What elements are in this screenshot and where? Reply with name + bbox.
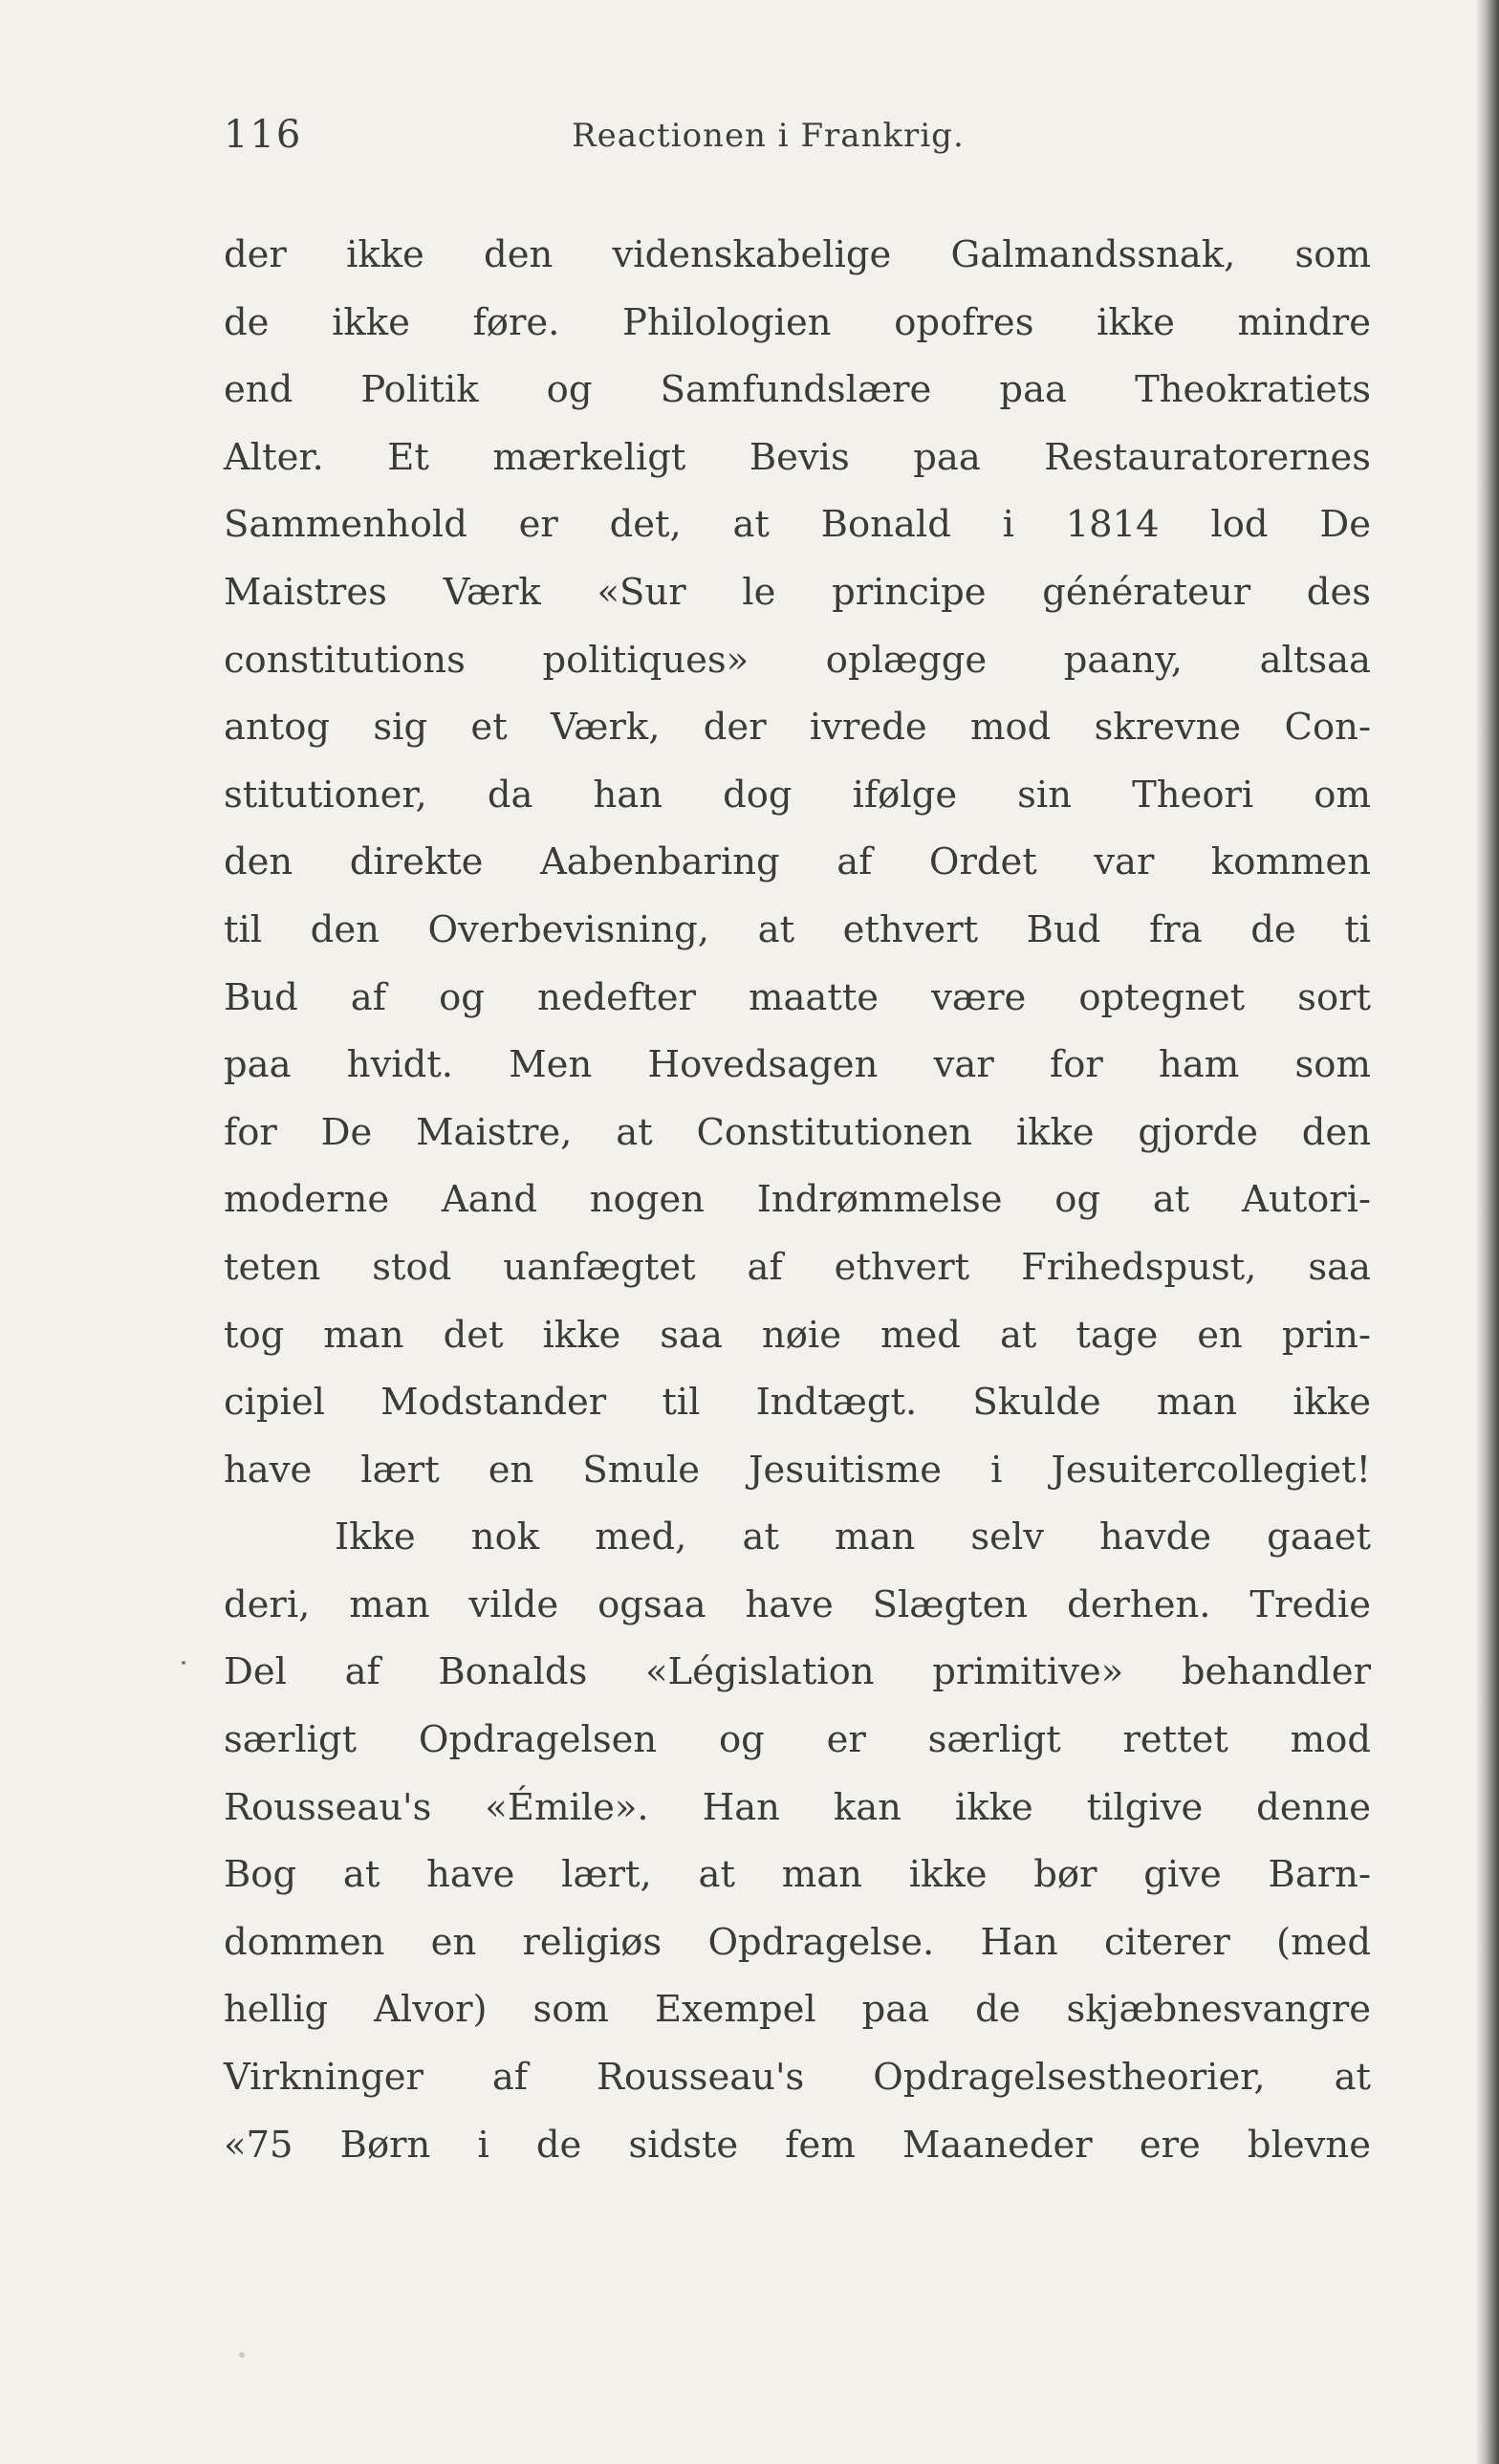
text-line: stitutioner, da han dog ifølge sin Theori om bbox=[224, 773, 1371, 817]
text-line: Alter. Et mærkeligt Bevis paa Restauratorernes bbox=[224, 435, 1371, 479]
paper-speck bbox=[239, 2352, 245, 2358]
text-line-indented: Ikke nok med, at man selv havde gaaet bbox=[335, 1515, 1371, 1559]
text-line: Bud af og nedefter maatte være optegnet sort bbox=[224, 975, 1371, 1019]
text-line: constitutions politiques» oplægge paany, altsaa bbox=[224, 638, 1371, 682]
text-line: for De Maistre, at Constitutionen ikke gjorde den bbox=[224, 1110, 1371, 1154]
text-line: Virkninger af Rousseau's Opdragelsestheorier, at bbox=[224, 2056, 1371, 2100]
text-line: hellig Alvor) som Exempel paa de skjæbnesvangre bbox=[224, 1988, 1371, 2032]
text-line: særligt Opdragelsen og er særligt rettet mod bbox=[224, 1718, 1371, 1762]
text-line: Rousseau's «Émile». Han kan ikke tilgive denne bbox=[224, 1785, 1371, 1829]
text-line: have lært en Smule Jesuitisme i Jesuitercollegiet! bbox=[224, 1448, 1371, 1492]
text-line: de ikke føre. Philologien opofres ikke mindre bbox=[224, 300, 1371, 344]
text-line: «75 Børn i de sidste fem Maaneder ere blevne bbox=[224, 2123, 1371, 2167]
text-line: tog man det ikke saa nøie med at tage en prin- bbox=[224, 1313, 1371, 1357]
text-line: Sammenhold er det, at Bonald i 1814 lod De bbox=[224, 503, 1371, 547]
text-line: til den Overbevisning, at ethvert Bud fra de ti bbox=[224, 907, 1371, 951]
page-number: 116 bbox=[224, 113, 303, 157]
text-line: teten stod uanfægtet af ethvert Frihedspust, saa bbox=[224, 1245, 1371, 1289]
body-text bbox=[224, 222, 1371, 2179]
margin-mark bbox=[182, 1661, 185, 1665]
text-line: Del af Bonalds «Législation primitive» behandler bbox=[224, 1650, 1371, 1694]
text-line: dommen en religiøs Opdragelse. Han citerer (med bbox=[224, 1920, 1371, 1964]
text-line: moderne Aand nogen Indrømmelse og at Autori- bbox=[224, 1178, 1371, 1222]
running-head: Reactionen i Frankrig. bbox=[572, 117, 965, 155]
text-line: Maistres Værk «Sur le principe générateur des bbox=[224, 570, 1371, 614]
text-line: deri, man vilde ogsaa have Slægten derhen. Tredie bbox=[224, 1582, 1371, 1626]
text-line: antog sig et Værk, der ivrede mod skrevne Con- bbox=[224, 706, 1371, 750]
text-line: paa hvidt. Men Hovedsagen var for ham som bbox=[224, 1043, 1371, 1087]
text-line: der ikke den videnskabelige Galmandssnak, som bbox=[224, 233, 1371, 276]
page-header bbox=[224, 113, 1371, 170]
page-edge-shadow bbox=[1476, 0, 1499, 2464]
text-line: Bog at have lært, at man ikke bør give Barn- bbox=[224, 1853, 1371, 1897]
text-line: den direkte Aabenbaring af Ordet var kommen bbox=[224, 840, 1371, 884]
text-line: end Politik og Samfundslære paa Theokratiets bbox=[224, 368, 1371, 412]
text-line: cipiel Modstander til Indtægt. Skulde man ikke bbox=[224, 1381, 1371, 1425]
